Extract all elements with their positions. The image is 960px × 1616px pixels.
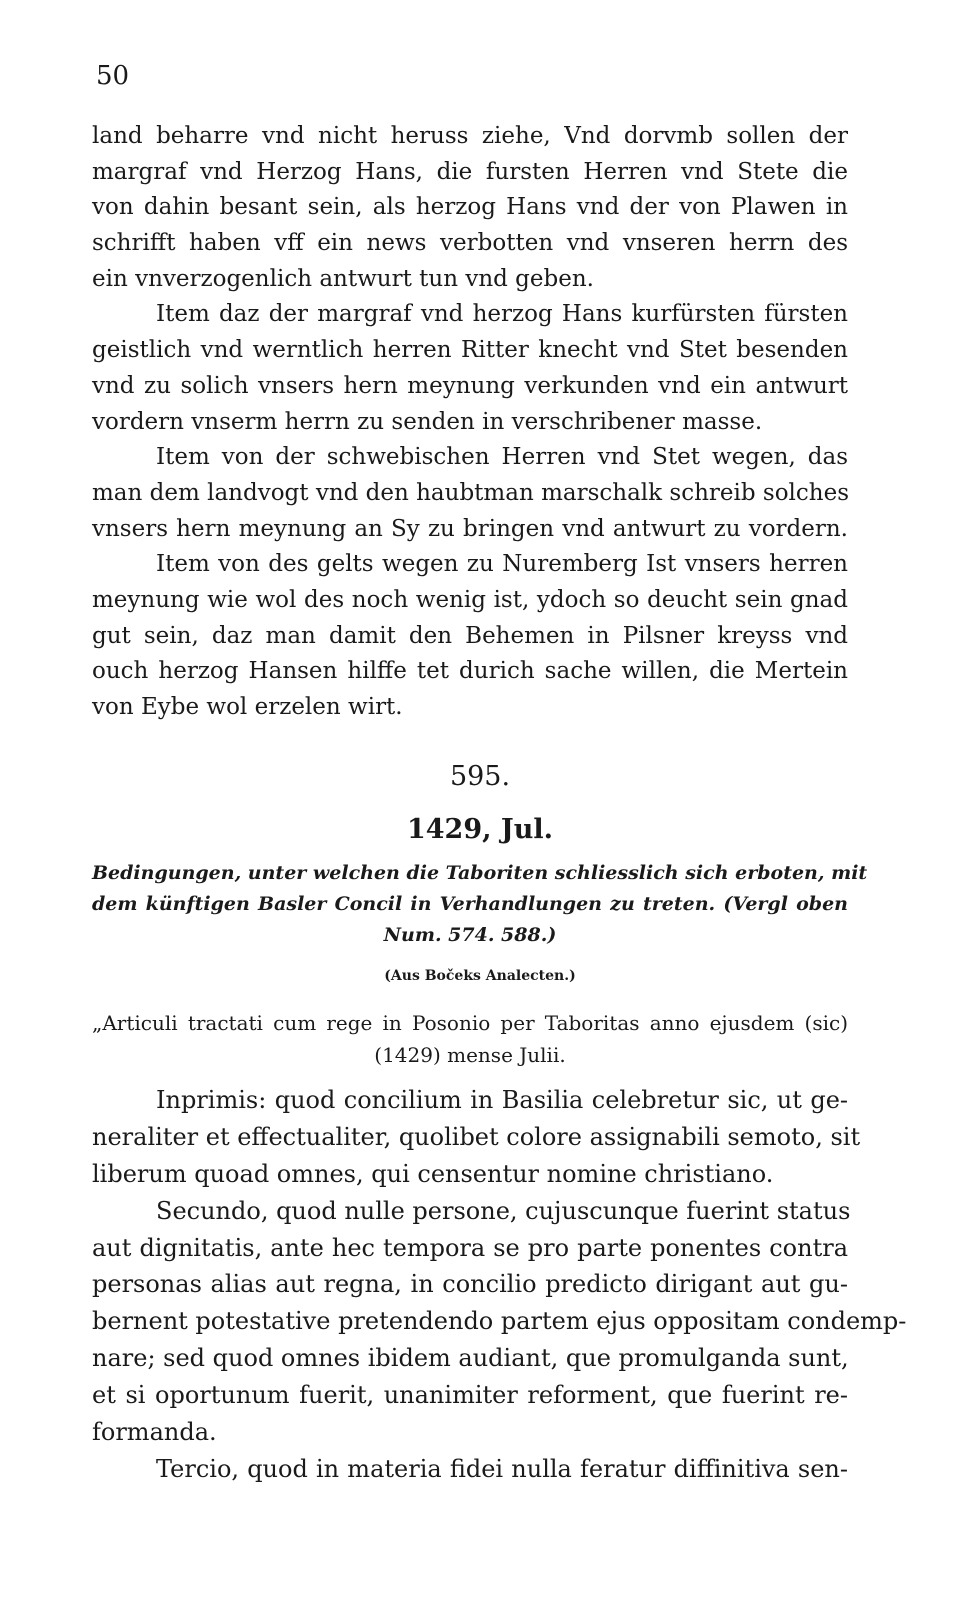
rubric-line: (1429) mense Julii. (374, 1042, 566, 1067)
document-rubric (92, 1008, 848, 1071)
text-line: margraf vnd Herzog Hans, die fursten Herren vnd Stete die (92, 158, 848, 185)
text-line: land beharre vnd nicht heruss ziehe, Vnd dorvmb sollen der (92, 123, 848, 149)
text-line: bernent potestative pretendendo partem ejus oppositam condemp- (92, 1307, 907, 1336)
text-line: von Eybe wol erzelen wirt. (92, 694, 403, 720)
text-line: Item von des gelts wegen zu Nuremberg Ist vnsers herren (156, 551, 848, 578)
text-line: Inprimis: quod concilium in Basilia celebretur sic, ut ge- (156, 1086, 848, 1114)
text-line: ouch herzog Hansen hilffe tet durich sache willen, die Mertein (92, 658, 848, 685)
source-note: (Aus Bočeks Analecten.) (384, 968, 576, 984)
text-line: liberum quoad omnes, qui censentur nomine christiano. (92, 1159, 774, 1188)
text-line: geistlich vnd werntlich herren Ritter knecht vnd Stet besenden (92, 337, 848, 364)
text-line: gut sein, daz man damit den Behemen in Pilsner kreyss vnd (92, 622, 848, 649)
text-line: formanda. (92, 1418, 217, 1447)
text-line: meynung wie wol des noch wenig ist, ydoch so deucht sein gnad (92, 586, 848, 613)
document-date: 1429, Jul. (406, 814, 553, 845)
page-number: 50 (96, 61, 130, 91)
rubric-line: „Articuli tractati cum rege in Posonio per Taboritas anno ejusdem (sic) (92, 1011, 848, 1035)
text-line: von dahin besant sein, als herzog Hans vnd der von Plawen in (92, 194, 848, 221)
text-line: personas alias aut regna, in concilio predicto dirigant aut gu- (92, 1270, 848, 1299)
text-line: aut dignitatis, ante hec tempora se pro parte ponentes contra (92, 1233, 848, 1262)
text-line: ein vnverzogenlich antwurt tun vnd geben. (92, 265, 594, 292)
summary-line: dem künftigen Basler Concil in Verhandlungen zu treten. (Vergl oben (92, 893, 848, 915)
text-line: schrifft haben vff ein news verbotten vnd vnseren herrn des (92, 230, 848, 257)
text-line: man dem landvogt vnd den haubtman marschalk schreib solches (92, 479, 850, 506)
document-summary (92, 858, 868, 951)
text-line: Item daz der margraf vnd herzog Hans kurfürsten fürsten (156, 301, 848, 328)
text-line: et si oportunum fuerit, unanimiter reforment, que fuerint re- (92, 1381, 848, 1410)
summary-line: Num. 574. 588.) (383, 924, 557, 946)
document-number: 595. (449, 761, 511, 792)
text-block-1 (92, 119, 848, 726)
text-line: vordern vnserm herrn zu senden in verschribener masse. (92, 408, 763, 435)
text-line: Item von der schwebischen Herren vnd Stet wegen, das (156, 444, 848, 471)
summary-line: Bedingungen, unter welchen die Taboriten schliesslich sich erboten, mit (92, 862, 868, 884)
text-block-2 (92, 1082, 907, 1488)
text-line: vnsers hern meynung an Sy zu bringen vnd antwurt zu vordern. (92, 515, 848, 542)
text-line: vnd zu solich vnsers hern meynung verkunden vnd ein antwurt (92, 372, 848, 399)
text-line: nare; sed quod omnes ibidem audiant, que promulganda sunt, (92, 1344, 849, 1373)
text-line: Tercio, quod in materia fidei nulla feratur diffinitiva sen- (156, 1454, 848, 1483)
text-line: neraliter et effectualiter, quolibet colore assignabili semoto, sit (92, 1122, 861, 1151)
text-line: Secundo, quod nulle persone, cujuscunque fuerint status (156, 1196, 851, 1225)
